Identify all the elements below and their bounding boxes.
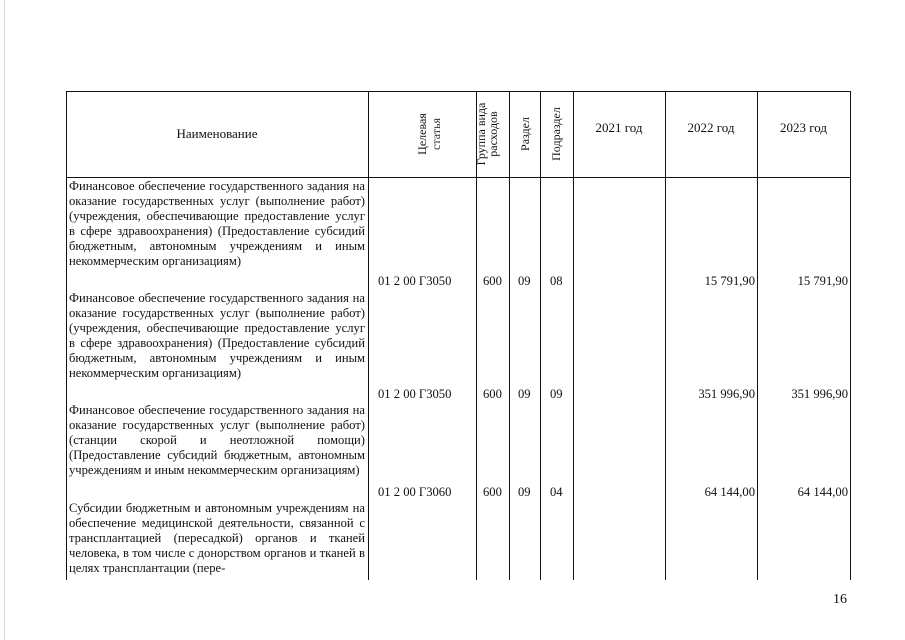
table-top-border [66, 91, 851, 92]
header-bottom-border [66, 177, 851, 178]
row-2-name: Финансовое обеспечение государственного задания на оказание государственных услуг (выполнение работ) (учреждения, обеспечивающие предоставление услуг в сфере здравоохранения) (Предоставление субсидий бюджетным, автономным учреждениям и иным некоммерческим организациям) [69, 291, 365, 381]
row-1-section: 09 [518, 274, 531, 288]
row-3-subsection: 04 [550, 485, 563, 499]
row-3-group: 600 [483, 485, 502, 499]
col-border-1 [368, 91, 369, 580]
row-4-name: Субсидии бюджетным и автономным учреждениям на обеспечение медицинской деятельности, связанной с трансплантацией (пересадкой) органов и тканей человека, в том числе с донорством органов и тканей в целях трансплантации (пере- [69, 501, 365, 576]
header-2021: 2021 год [595, 120, 643, 135]
header-target-article-line2: статья [429, 118, 443, 150]
row-2-2023: 351 996,90 [791, 387, 848, 401]
col-border-8 [850, 91, 851, 580]
row-3-2022: 64 144,00 [704, 485, 755, 499]
row-2-2022: 351 996,90 [698, 387, 755, 401]
header-2022: 2022 год [687, 120, 735, 135]
row-1-subsection: 08 [550, 274, 563, 288]
page-edge-line [4, 0, 5, 640]
row-1-group: 600 [483, 274, 502, 288]
row-3-2023: 64 144,00 [797, 485, 848, 499]
header-expense-group-line2: расходов [486, 111, 500, 157]
col-border-3 [509, 91, 510, 580]
row-2-group: 600 [483, 387, 502, 401]
header-section: Раздел [518, 117, 532, 151]
row-1-name: Финансовое обеспечение государственного задания на оказание государственных услуг (выполнение работ) (учреждения, обеспечивающие предоставление услуг в сфере здравоохранения) (Предоставление субсидий бюджетным, автономным учреждениям и иным некоммерческим организациям) [69, 179, 365, 269]
row-1-code: 01 2 00 Г3050 [378, 274, 452, 288]
row-2-subsection: 09 [550, 387, 563, 401]
row-3-name: Финансовое обеспечение государственного задания на оказание государственных услуг (выполнение работ) (станции скорой и неотложной помощи) (Предоставление субсидий бюджетным, автономным учреждениям и иным некоммерческим организациям) [69, 403, 365, 478]
header-2023: 2023 год [780, 120, 827, 135]
row-2-code: 01 2 00 Г3050 [378, 387, 452, 401]
budget-table [66, 91, 851, 580]
header-subsection: Подраздел [549, 107, 563, 161]
col-border-5 [573, 91, 574, 580]
row-2-section: 09 [518, 387, 531, 401]
header-target-article-line1: Целевая [415, 113, 429, 155]
header-name: Наименование [176, 126, 258, 141]
col-border-7 [757, 91, 758, 580]
col-border-0 [66, 91, 67, 580]
page-number: 16 [833, 592, 847, 607]
col-border-6 [665, 91, 666, 580]
row-1-2022: 15 791,90 [704, 274, 755, 288]
col-border-4 [540, 91, 541, 580]
header-expense-group-line1: Группа вида [474, 102, 488, 166]
row-1-2023: 15 791,90 [797, 274, 848, 288]
row-3-section: 09 [518, 485, 531, 499]
row-3-code: 01 2 00 Г3060 [378, 485, 452, 499]
